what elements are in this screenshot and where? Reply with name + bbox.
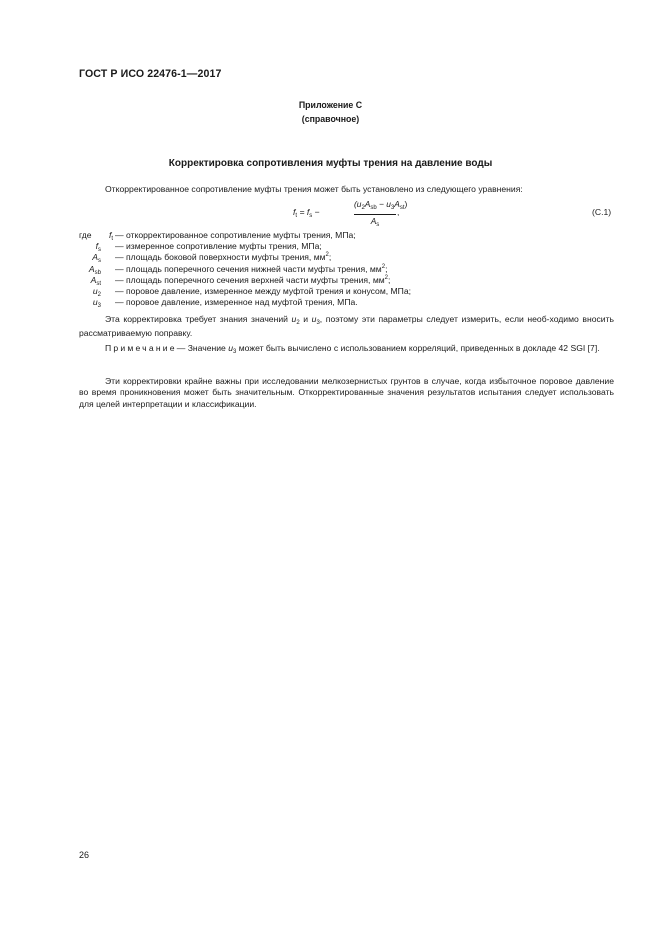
note-paragraph: Примечание— Значение $u_3$ может быть вычислено с использованием корреляций, приведенных в докладе 42 SGI [7]. (105, 343, 600, 355)
definition-row (79, 241, 619, 252)
definition-symbol: $A_s$ (92, 252, 101, 265)
definition-text: — площадь боковой поверхности муфты трения, $мм^2$; (115, 252, 332, 263)
annex-title: Приложение С (298, 100, 363, 110)
definition-symbol: $f_t$ (108, 230, 113, 242)
definition-row (79, 252, 619, 263)
formula-denominator: $A_s$ (370, 215, 380, 228)
definition-row (79, 297, 619, 308)
definition-text: — площадь поперечного сечения верхней части муфты трения, $мм^2$; (115, 274, 391, 285)
definition-symbol: $u_2$ (92, 285, 101, 298)
definition-symbol: $u_3$ (92, 297, 101, 310)
page-number: 26 (79, 850, 90, 860)
definition-text: — поровое давление, измеренное над муфтой трения, МПа. (115, 297, 358, 308)
intro-paragraph: Откорректированное сопротивление муфты трения может быть установлено из следующего уравнения: (105, 184, 523, 194)
fraction-bar (354, 214, 396, 215)
formula-fraction (354, 199, 408, 230)
final-paragraph: Эти корректировки крайне важны при исследовании мелкозернистых грунтов в случае, когда избыточное поровое давление во время проникновения может быть значительным. Откорректированные значения результатов испытания следует использовать для целей интерпретации и классификации. (79, 376, 614, 409)
formula-number: (C.1) (592, 207, 612, 217)
definition-text: — поровое давление, измеренное между муфтой трения и конусом, МПа; (115, 285, 412, 296)
definition-row (79, 264, 619, 275)
definition-row (79, 275, 619, 286)
standard-code: ГОСТ Р ИСО 22476-1—2017 (79, 68, 222, 80)
definition-text: — площадь поперечного сечения нижней части муфты трения, $мм^2$; (115, 263, 388, 274)
correction-paragraph: Эта корректировка требует знания значений $u_2$ и $u_3$, поэтому эти параметры следует измерить, если необ-ходимо вносить рассматриваемую поправку. (79, 314, 614, 338)
formula-comma: , (397, 207, 400, 217)
definitions-lead: где (79, 230, 92, 240)
definition-symbol: $A_{st}$ (90, 274, 101, 287)
annex-status: (справочное) (301, 114, 360, 124)
definition-row (79, 286, 619, 297)
definition-text: — измеренное сопротивление муфты трения, МПа; (115, 241, 322, 252)
formula-numerator: $(u_2A_{sb} - u_3A_{st})$ (354, 199, 408, 211)
definition-symbol: $A_{sb}$ (88, 263, 101, 276)
section-title: Корректировка сопротивления муфты трения на давление воды (168, 158, 493, 169)
definition-row (79, 230, 619, 241)
note-label: Примечание (105, 343, 177, 353)
formula-c1 (0, 199, 661, 229)
definitions-list (79, 230, 619, 308)
definition-symbol: $f_s$ (95, 241, 101, 254)
definition-text: — откорректированное сопротивление муфты трения, МПа; (115, 230, 356, 240)
formula-lhs: $f_t = f_s$ − (293, 207, 320, 219)
annex-heading (0, 98, 661, 126)
